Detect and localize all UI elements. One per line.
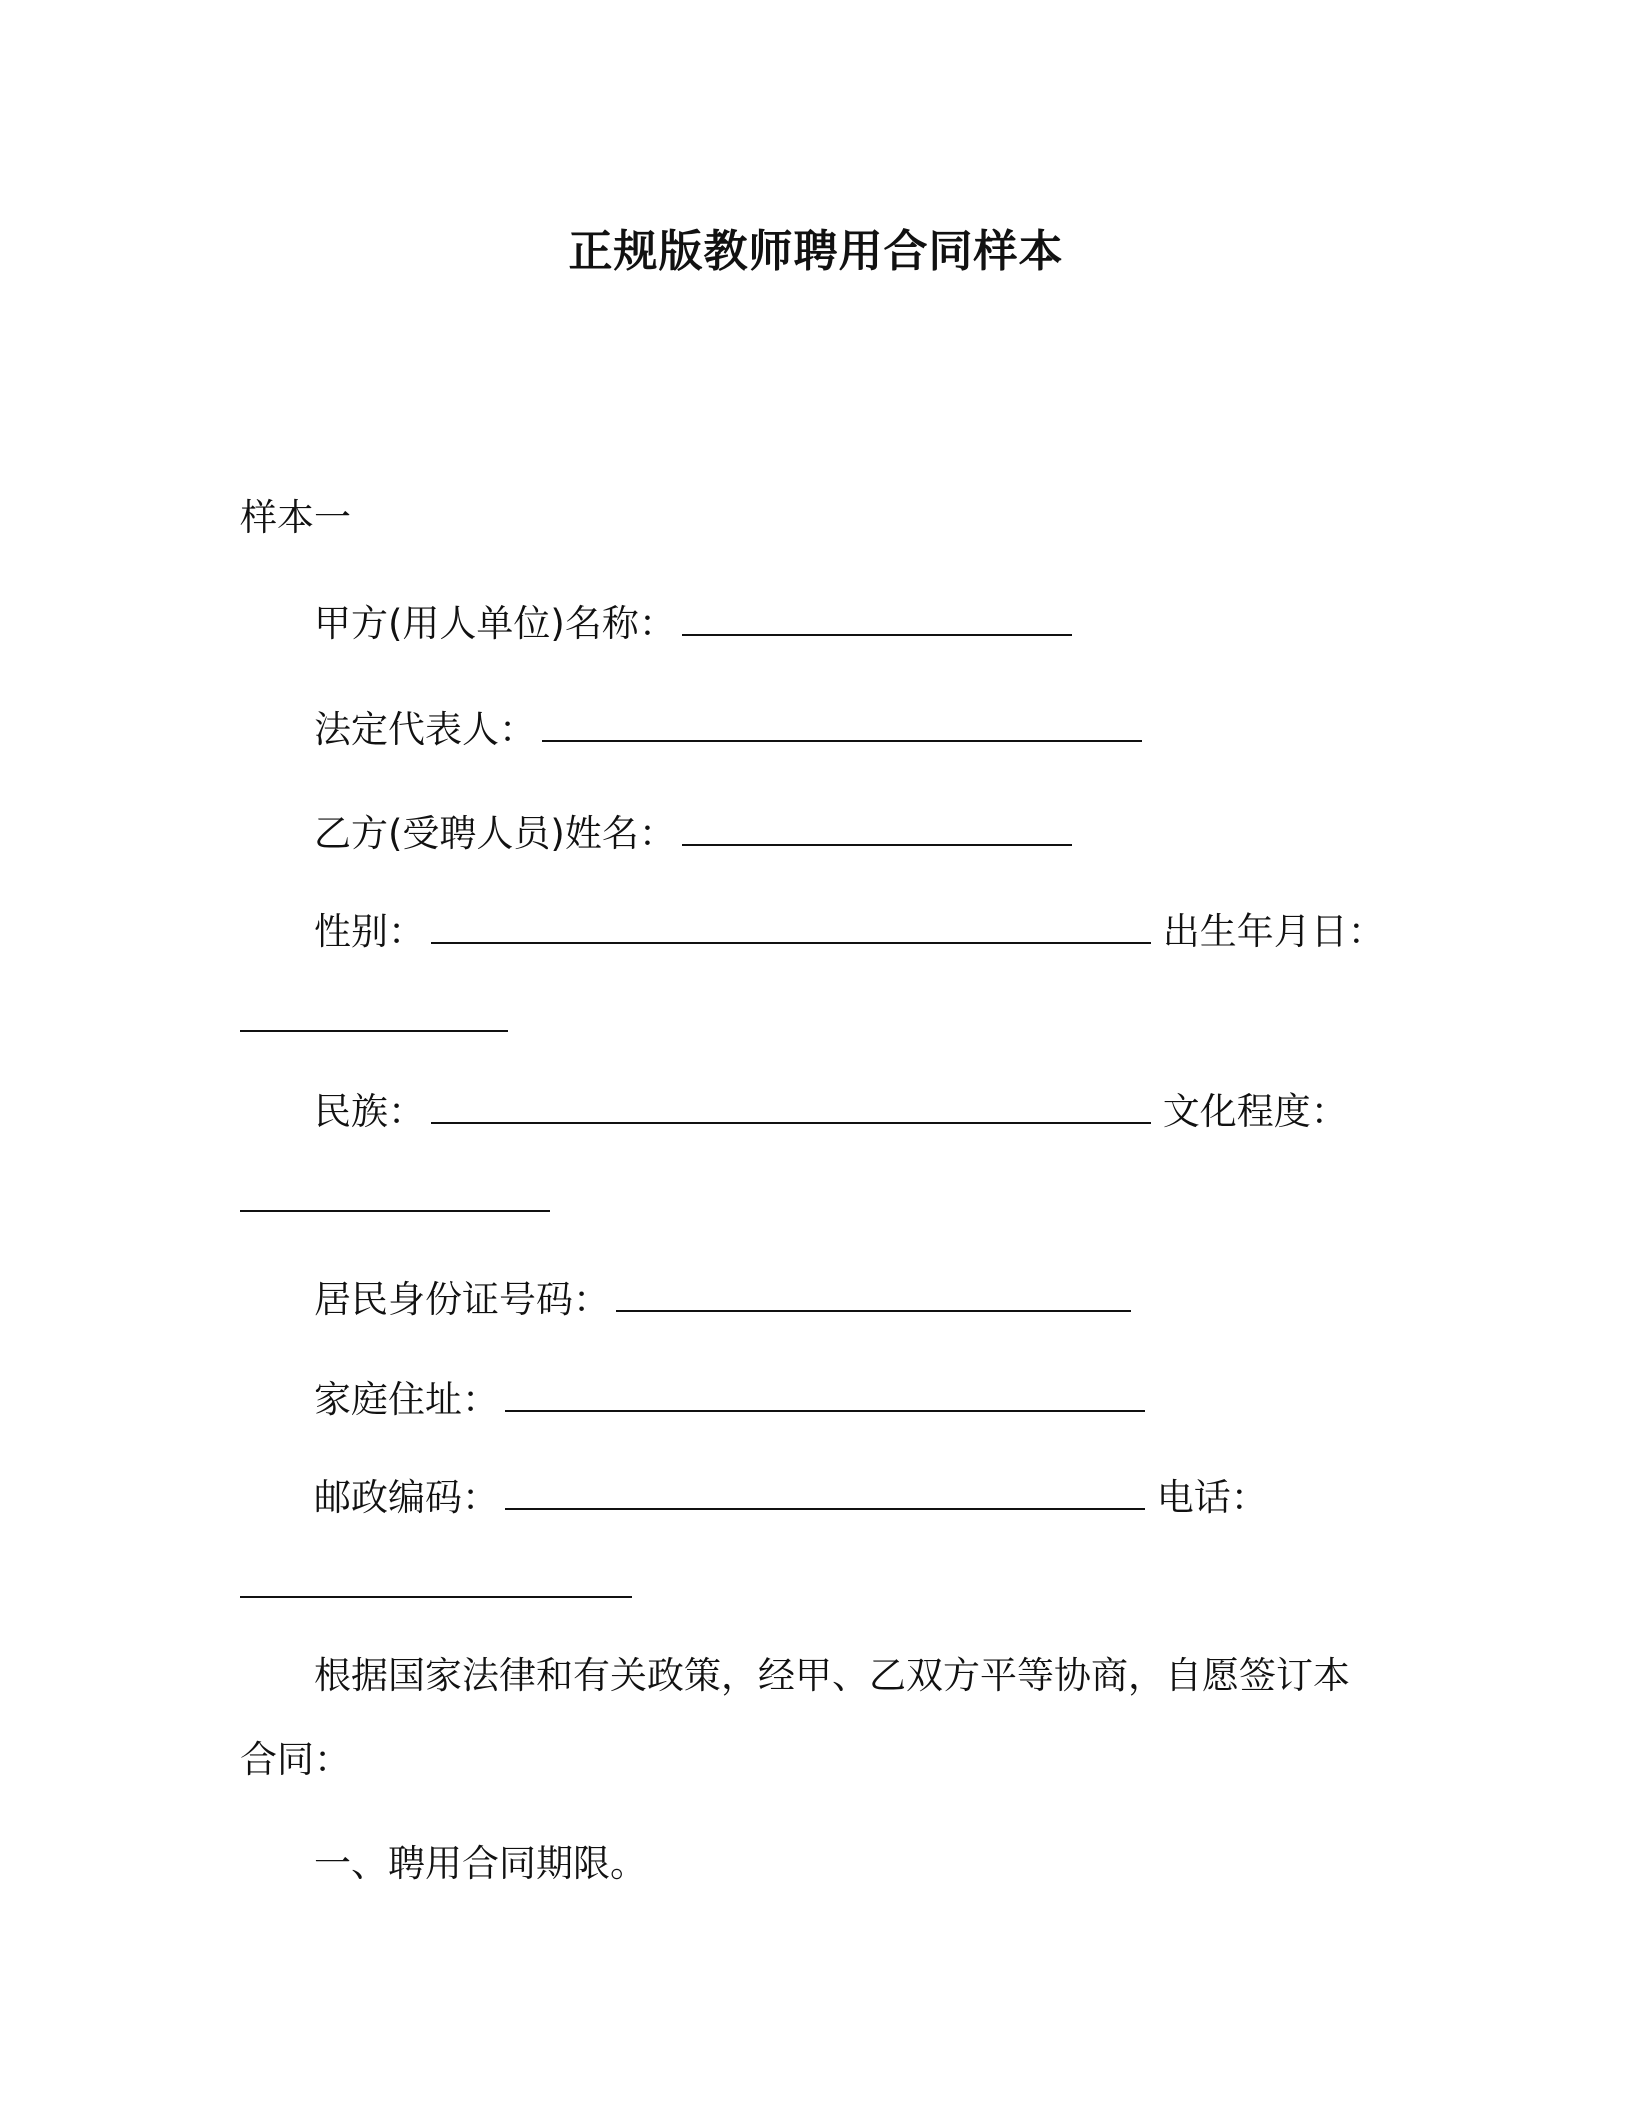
- field-ethnicity: [314, 1088, 1348, 1136]
- field-label-gender: 性别：: [314, 910, 425, 953]
- blank-line-id-number: [616, 1278, 1131, 1312]
- blank-line-education: [240, 1208, 550, 1212]
- field-party-a-name: [314, 600, 1072, 648]
- field-home-address: [314, 1376, 1145, 1424]
- field-party-b-name: [314, 810, 1072, 858]
- blank-line-home-address: [505, 1378, 1145, 1412]
- blank-line-party-b-name: [682, 812, 1072, 846]
- field-label-education: 文化程度：: [1162, 1090, 1348, 1133]
- field-label-party-a-name: 甲方(用人单位)名称：: [314, 602, 676, 645]
- blank-line-ethnicity: [431, 1090, 1151, 1124]
- field-gender: [314, 908, 1385, 956]
- blank-line-phone: [240, 1594, 632, 1598]
- field-label-phone: 电话：: [1156, 1476, 1268, 1519]
- field-postal-code: [314, 1474, 1268, 1522]
- blank-line-legal-rep: [542, 708, 1142, 742]
- clause-1-heading: 一、聘用合同期限。: [314, 1842, 647, 1885]
- preamble-line-1: 根据国家法律和有关政策，经甲、乙双方平等协商，自愿签订本: [314, 1654, 1350, 1697]
- field-label-home-address: 家庭住址：: [314, 1378, 499, 1421]
- field-label-legal-rep: 法定代表人：: [314, 708, 536, 751]
- field-label-id-number: 居民身份证号码：: [314, 1278, 610, 1321]
- field-label-party-b-name: 乙方(受聘人员)姓名：: [314, 812, 676, 855]
- blank-line-party-a-name: [682, 602, 1072, 636]
- blank-line-postal-code: [505, 1476, 1145, 1510]
- field-legal-rep: [314, 706, 1142, 754]
- field-label-ethnicity: 民族：: [314, 1090, 425, 1133]
- field-id-number: [314, 1276, 1131, 1324]
- blank-line-birth-date: [240, 1028, 508, 1032]
- field-label-birth-date: 出生年月日：: [1162, 910, 1385, 953]
- document-title: 正规版教师聘用合同样本: [568, 226, 1064, 277]
- section-label: 样本一: [240, 496, 351, 539]
- field-label-postal-code: 邮政编码：: [314, 1476, 499, 1519]
- blank-line-gender: [431, 910, 1151, 944]
- preamble-line-2: 合同：: [240, 1738, 351, 1781]
